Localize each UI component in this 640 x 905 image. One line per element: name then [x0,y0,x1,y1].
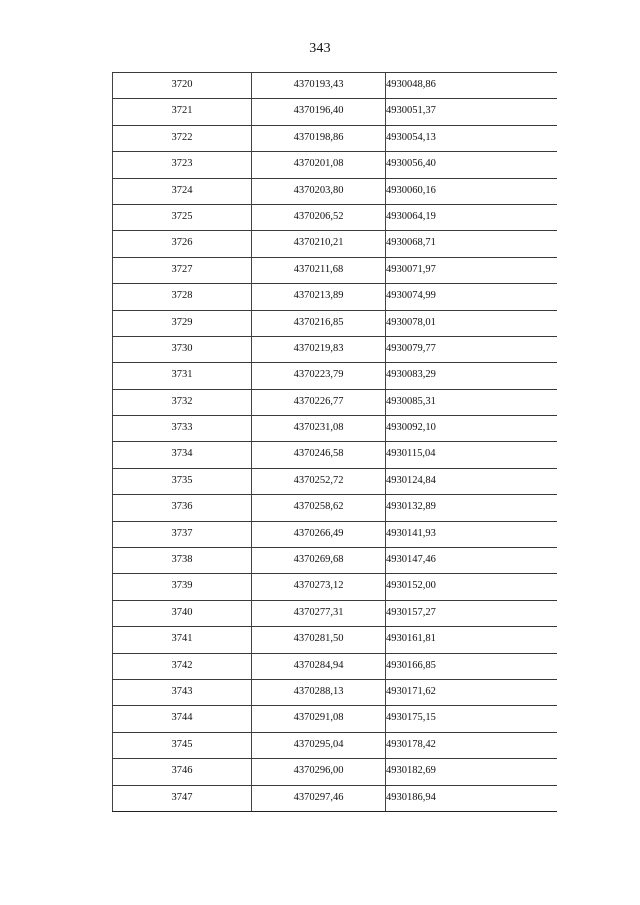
x-coordinate-cell: 4370226,77 [252,389,386,415]
point-number-cell: 3724 [113,178,252,204]
x-coordinate-cell: 4370296,00 [252,759,386,785]
x-coordinate-cell: 4370258,62 [252,495,386,521]
y-coordinate-cell: 4930092,10 [386,416,557,442]
x-coordinate-cell: 4370231,08 [252,416,386,442]
table-row [113,99,557,125]
point-number-cell: 3741 [113,627,252,653]
x-coordinate-cell: 4370219,83 [252,336,386,362]
table-row [113,495,557,521]
point-number-cell: 3733 [113,416,252,442]
x-coordinate-cell: 4370288,13 [252,679,386,705]
y-coordinate-cell: 4930056,40 [386,152,557,178]
y-coordinate-cell: 4930051,37 [386,99,557,125]
y-coordinate-cell: 4930054,13 [386,125,557,151]
table-row [113,416,557,442]
y-coordinate-cell: 4930079,77 [386,336,557,362]
point-number-cell: 3743 [113,679,252,705]
x-coordinate-cell: 4370216,85 [252,310,386,336]
y-coordinate-cell: 4930171,62 [386,679,557,705]
y-coordinate-cell: 4930152,00 [386,574,557,600]
x-coordinate-cell: 4370281,50 [252,627,386,653]
y-coordinate-cell: 4930068,71 [386,231,557,257]
point-number-cell: 3727 [113,257,252,283]
table-row [113,785,557,811]
y-coordinate-cell: 4930074,99 [386,284,557,310]
table-row [113,653,557,679]
y-coordinate-cell: 4930083,29 [386,363,557,389]
x-coordinate-cell: 4370295,04 [252,732,386,758]
point-number-cell: 3734 [113,442,252,468]
y-coordinate-cell: 4930186,94 [386,785,557,811]
table-row [113,600,557,626]
x-coordinate-cell: 4370198,86 [252,125,386,151]
x-coordinate-cell: 4370277,31 [252,600,386,626]
table-row [113,627,557,653]
point-number-cell: 3723 [113,152,252,178]
x-coordinate-cell: 4370210,21 [252,231,386,257]
x-coordinate-cell: 4370284,94 [252,653,386,679]
y-coordinate-cell: 4930147,46 [386,548,557,574]
point-number-cell: 3722 [113,125,252,151]
table-row [113,732,557,758]
point-number-cell: 3732 [113,389,252,415]
page-number: 343 [309,41,331,56]
point-number-cell: 3730 [113,336,252,362]
table-row [113,204,557,230]
table-row [113,284,557,310]
x-coordinate-cell: 4370266,49 [252,521,386,547]
point-number-cell: 3726 [113,231,252,257]
y-coordinate-cell: 4930064,19 [386,204,557,230]
table-row [113,679,557,705]
point-number-cell: 3747 [113,785,252,811]
y-coordinate-cell: 4930132,89 [386,495,557,521]
point-number-cell: 3728 [113,284,252,310]
y-coordinate-cell: 4930166,85 [386,653,557,679]
point-number-cell: 3735 [113,468,252,494]
point-number-cell: 3729 [113,310,252,336]
x-coordinate-cell: 4370206,52 [252,204,386,230]
table-row [113,363,557,389]
coordinates-table-body [113,73,557,812]
point-number-cell: 3720 [113,73,252,99]
point-number-cell: 3737 [113,521,252,547]
point-number-cell: 3721 [113,99,252,125]
y-coordinate-cell: 4930175,15 [386,706,557,732]
table-row [113,310,557,336]
y-coordinate-cell: 4930085,31 [386,389,557,415]
y-coordinate-cell: 4930060,16 [386,178,557,204]
y-coordinate-cell: 4930182,69 [386,759,557,785]
x-coordinate-cell: 4370297,46 [252,785,386,811]
x-coordinate-cell: 4370203,80 [252,178,386,204]
x-coordinate-cell: 4370201,08 [252,152,386,178]
point-number-cell: 3725 [113,204,252,230]
y-coordinate-cell: 4930157,27 [386,600,557,626]
point-number-cell: 3744 [113,706,252,732]
y-coordinate-cell: 4930078,01 [386,310,557,336]
table-row [113,442,557,468]
table-row [113,231,557,257]
table-row [113,257,557,283]
point-number-cell: 3739 [113,574,252,600]
table-row [113,548,557,574]
x-coordinate-cell: 4370196,40 [252,99,386,125]
table-row [113,521,557,547]
y-coordinate-cell: 4930124,84 [386,468,557,494]
point-number-cell: 3742 [113,653,252,679]
table-row [113,389,557,415]
y-coordinate-cell: 4930048,86 [386,73,557,99]
coordinates-table [112,72,557,812]
y-coordinate-cell: 4930178,42 [386,732,557,758]
point-number-cell: 3740 [113,600,252,626]
point-number-cell: 3745 [113,732,252,758]
table-row [113,574,557,600]
table-row [113,125,557,151]
x-coordinate-cell: 4370211,68 [252,257,386,283]
x-coordinate-cell: 4370252,72 [252,468,386,494]
table-row [113,73,557,99]
y-coordinate-cell: 4930161,81 [386,627,557,653]
table-row [113,178,557,204]
y-coordinate-cell: 4930141,93 [386,521,557,547]
x-coordinate-cell: 4370193,43 [252,73,386,99]
point-number-cell: 3738 [113,548,252,574]
table-row [113,336,557,362]
table-row [113,706,557,732]
point-number-cell: 3746 [113,759,252,785]
x-coordinate-cell: 4370223,79 [252,363,386,389]
x-coordinate-cell: 4370273,12 [252,574,386,600]
x-coordinate-cell: 4370269,68 [252,548,386,574]
x-coordinate-cell: 4370291,08 [252,706,386,732]
table-row [113,468,557,494]
point-number-cell: 3731 [113,363,252,389]
table-row [113,152,557,178]
point-number-cell: 3736 [113,495,252,521]
y-coordinate-cell: 4930115,04 [386,442,557,468]
y-coordinate-cell: 4930071,97 [386,257,557,283]
table-row [113,759,557,785]
x-coordinate-cell: 4370213,89 [252,284,386,310]
x-coordinate-cell: 4370246,58 [252,442,386,468]
